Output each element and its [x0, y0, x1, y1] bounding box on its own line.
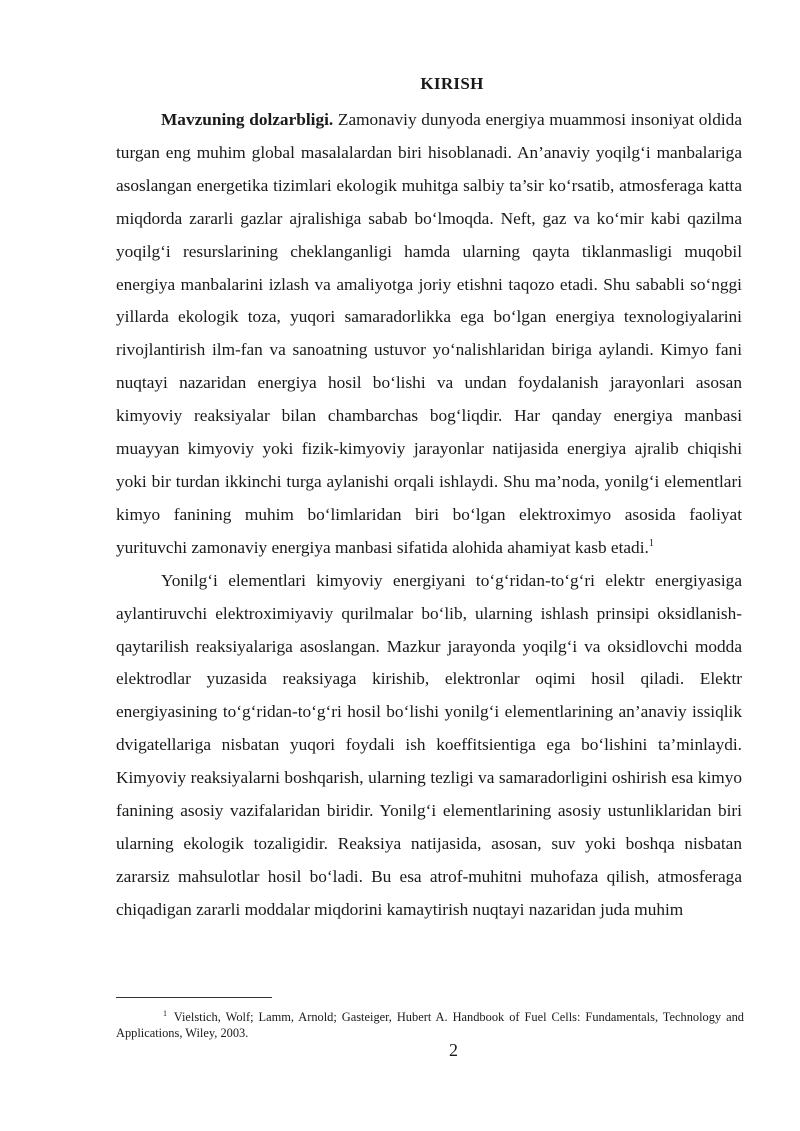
footnote-reference[interactable]: 1	[648, 538, 654, 550]
body-text	[116, 104, 742, 927]
footnote-divider	[116, 997, 272, 998]
section-heading: KIRISH	[420, 74, 484, 93]
footnote	[116, 1009, 744, 1041]
footnote-text: Vielstich, Wolf; Lamm, Arnold; Gasteiger, Hubert A. Handbook of Fuel Cells: Fundamentals, Technology and Applications, Wiley, 2003.	[116, 1010, 744, 1040]
paragraph-lead: Mavzuning dolzarbligi.	[161, 110, 334, 129]
footnote-marker: 1	[163, 1008, 167, 1018]
paragraph-fuel-cells: Yonilg‘i elementlari kimyoviy energiyani to‘g‘ridan-to‘g‘ri elektr energiyasiga aylantiruvchi elektroximiyaviy qurilmalar bo‘lib, ularning ishlash prinsipi oksidlanish-qaytarilish reaksiyalariga asoslangan. Mazkur jarayonda yoqilg‘i va oksidlovchi modda elektrodlar yuzasida reaksiyaga kirishib, elektronlar oqimi hosil qiladi. Elektr energiyasining to‘g‘ridan-to‘g‘ri hosil bo‘lishi yonilg‘i elementlarining an’anaviy issiqlik dvigatellariga nisbatan yuqori foydali ish koeffitsientiga ega bo‘lishini ta’minlaydi. Kimyoviy reaksiyalarni boshqarish, ularning tezligi va samaradorligini oshirish esa kimyo fanining asosiy vazifalaridan biridir. Yonilg‘i elementlarining asosiy ustunliklaridan biri ularning ekologik tozaligidir. Reaksiya natijasida, asosan, suv yoki boshqa nisbatan zararsiz mahsulotlar hosil bo‘ladi. Bu esa atrof-muhitni muhofaza qilish, atmosferaga chiqadigan zararli moddalar miqdorini kamaytirish nuqtayi nazaridan juda muhim	[116, 570, 742, 919]
paragraph-text: Zamonaviy dunyoda energiya muammosi insoniyat oldida turgan eng muhim global masalalardan biri hisoblanadi. An’anaviy yoqilg‘i manbalariga asoslangan energetika tizimlari ekologik muhitga salbiy ta’sir ko‘rsatib, atmosferaga katta miqdorda zararli gazlar ajralishiga sabab bo‘lmoqda. Neft, gaz va ko‘mir kabi qazilma yoqilg‘i resurslarining cheklanganligi hamda ularning qayta tiklanmasligi muqobil energiya manbalarini izlash va amaliyotga joriy etishni taqozo etadi. Shu sababli so‘nggi yillarda ekologik toza, yuqori samaradorlikka ega bo‘lgan energiya texnologiyalarini rivojlantirish ilm-fan va sanoatning ustuvor yo‘nalishlaridan biriga aylandi. Kimyo fani nuqtayi nazaridan energiya hosil bo‘lishi va undan foydalanish jarayonlari asosan kimyoviy reaksiyalar bilan chambarchas bog‘liqdir. Har qanday energiya manbasi muayyan kimyoviy yoki fizik-kimyoviy jarayonlar natijasida energiya ajralib chiqishi yoki bir turdan ikkinchi turga aylanishi orqali ishlaydi. Shu ma’noda, yonilg‘i elementlari kimyo fanining muhim bo‘limlaridan biri bo‘lgan elektroximyo asosida faoliyat yurituvchi zamonaviy energiya manbasi sifatida alohida ahamiyat kasb etadi.	[116, 110, 742, 557]
page-number: 2	[449, 1040, 458, 1060]
paragraph-relevance	[116, 104, 742, 565]
